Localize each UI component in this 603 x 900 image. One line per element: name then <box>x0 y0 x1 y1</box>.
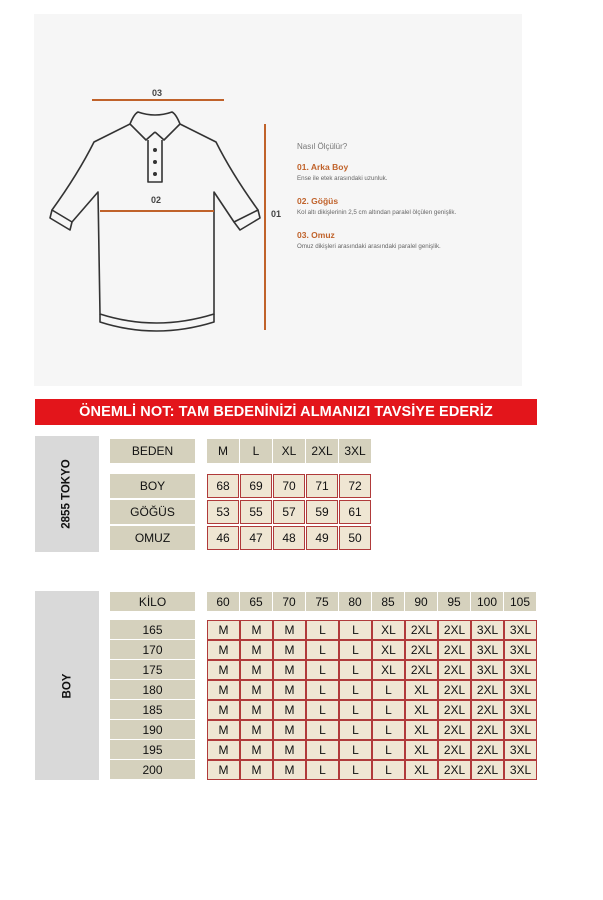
recommended-size-cell: M <box>207 620 240 640</box>
measurement-value-cell: 69 <box>240 474 272 498</box>
recommended-size-cell: L <box>339 680 372 700</box>
recommended-size-cell: M <box>207 720 240 740</box>
recommended-size-cell: 2XL <box>471 720 504 740</box>
measure-item-back-length <box>297 162 517 182</box>
weight-column-header: 105 <box>504 592 536 611</box>
how-to-measure <box>297 142 517 260</box>
recommended-size-cell: 2XL <box>471 760 504 780</box>
recommended-size-cell: L <box>372 720 405 740</box>
recommended-size-cell: 3XL <box>504 620 537 640</box>
recommended-size-cell: XL <box>405 700 438 720</box>
weight-table-side-label <box>35 591 99 780</box>
weight-column-header: 75 <box>306 592 338 611</box>
recommended-size-cell: M <box>207 660 240 680</box>
measurement-value-cell: 72 <box>339 474 371 498</box>
measurement-diagram <box>34 14 522 386</box>
recommended-size-cell: L <box>339 640 372 660</box>
size-table-header-label: BEDEN <box>110 439 195 463</box>
measure-item-heading: 02. Göğüs <box>297 196 339 206</box>
recommended-size-cell: XL <box>405 740 438 760</box>
recommended-size-cell: 2XL <box>471 740 504 760</box>
recommended-size-cell: XL <box>372 640 405 660</box>
recommended-size-cell: 3XL <box>504 700 537 720</box>
recommended-size-cell: 3XL <box>471 620 504 640</box>
recommended-size-cell: 2XL <box>438 700 471 720</box>
recommended-size-cell: M <box>273 700 306 720</box>
recommended-size-cell: M <box>273 680 306 700</box>
recommended-size-cell: L <box>372 680 405 700</box>
measurement-value-cell: 50 <box>339 526 371 550</box>
recommended-size-cell: XL <box>372 620 405 640</box>
important-note-banner: ÖNEMLİ NOT: TAM BEDENİNİZİ ALMANIZI TAVSİYE EDERİZ <box>35 399 537 425</box>
weight-column-header: 65 <box>240 592 272 611</box>
recommended-size-cell: 2XL <box>438 620 471 640</box>
measurement-row-label: BOY <box>110 474 195 498</box>
measurement-value-cell: 53 <box>207 500 239 524</box>
recommended-size-cell: M <box>273 660 306 680</box>
size-column-header: 3XL <box>339 439 371 463</box>
recommended-size-cell: M <box>240 660 273 680</box>
recommended-size-cell: 3XL <box>504 760 537 780</box>
recommended-size-cell: XL <box>372 660 405 680</box>
recommended-size-cell: L <box>372 700 405 720</box>
measurement-value-cell: 48 <box>273 526 305 550</box>
measurement-value-cell: 47 <box>240 526 272 550</box>
recommended-size-cell: 3XL <box>504 720 537 740</box>
recommended-size-cell: XL <box>405 680 438 700</box>
recommended-size-cell: M <box>240 640 273 660</box>
measure-item-description: Ense ile etek arasındaki uzunluk. <box>297 175 388 182</box>
measurement-value-cell: 55 <box>240 500 272 524</box>
measure-item-chest <box>297 196 517 216</box>
dimension-label-02: 02 <box>151 195 162 205</box>
measure-item-heading: 01. Arka Boy <box>297 162 349 172</box>
model-name: 2855 TOKYO <box>61 459 73 529</box>
weight-column-header: 85 <box>372 592 404 611</box>
measure-item-heading: 03. Omuz <box>297 230 335 240</box>
height-row-label: 195 <box>110 740 195 759</box>
size-column-header: XL <box>273 439 305 463</box>
weight-column-header: 95 <box>438 592 470 611</box>
recommended-size-cell: M <box>240 700 273 720</box>
recommended-size-cell: M <box>240 720 273 740</box>
recommended-size-cell: L <box>306 760 339 780</box>
size-column-header: L <box>240 439 272 463</box>
recommended-size-cell: M <box>273 620 306 640</box>
recommended-size-cell: 3XL <box>471 640 504 660</box>
recommended-size-cell: 2XL <box>405 640 438 660</box>
recommended-size-cell: 2XL <box>438 640 471 660</box>
recommended-size-cell: M <box>207 760 240 780</box>
recommended-size-cell: 3XL <box>504 640 537 660</box>
height-row-label: 165 <box>110 620 195 639</box>
recommended-size-cell: 3XL <box>504 680 537 700</box>
measure-item-description: Kol altı dikişlerinin 2,5 cm altından paralel ölçülen genişlik. <box>297 209 457 216</box>
height-row-label: 190 <box>110 720 195 739</box>
recommended-size-cell: M <box>240 760 273 780</box>
dimension-label-01: 01 <box>271 209 282 219</box>
recommended-size-cell: L <box>306 740 339 760</box>
recommended-size-cell: 2XL <box>438 760 471 780</box>
recommended-size-cell: M <box>273 720 306 740</box>
recommended-size-cell: XL <box>405 760 438 780</box>
recommended-size-cell: M <box>273 740 306 760</box>
recommended-size-cell: 2XL <box>471 680 504 700</box>
measurement-value-cell: 68 <box>207 474 239 498</box>
height-row-label: 175 <box>110 660 195 679</box>
recommended-size-cell: 2XL <box>405 620 438 640</box>
height-row-label: 185 <box>110 700 195 719</box>
recommended-size-cell: L <box>306 700 339 720</box>
recommended-size-cell: L <box>306 660 339 680</box>
recommended-size-cell: 2XL <box>438 660 471 680</box>
recommended-size-cell: L <box>372 740 405 760</box>
measurement-value-cell: 71 <box>306 474 338 498</box>
recommended-size-cell: M <box>207 680 240 700</box>
recommended-size-cell: 3XL <box>504 660 537 680</box>
measure-item-shoulder <box>297 230 517 250</box>
height-axis-label: BOY <box>60 673 73 698</box>
measurement-value-cell: 57 <box>273 500 305 524</box>
recommended-size-cell: L <box>339 700 372 720</box>
recommended-size-cell: L <box>339 740 372 760</box>
recommended-size-cell: L <box>339 760 372 780</box>
measurement-value-cell: 61 <box>339 500 371 524</box>
measurement-value-cell: 46 <box>207 526 239 550</box>
height-row-label: 180 <box>110 680 195 699</box>
size-table-side-label <box>35 436 99 552</box>
recommended-size-cell: L <box>306 720 339 740</box>
recommended-size-cell: M <box>240 620 273 640</box>
measurement-value-cell: 59 <box>306 500 338 524</box>
recommended-size-cell: M <box>273 760 306 780</box>
measurement-row-label: GÖĞÜS <box>110 500 195 524</box>
recommended-size-cell: M <box>207 740 240 760</box>
recommended-size-cell: L <box>306 680 339 700</box>
recommended-size-cell: L <box>372 760 405 780</box>
recommended-size-cell: M <box>273 640 306 660</box>
size-column-header: M <box>207 439 239 463</box>
dimension-label-03: 03 <box>152 88 163 98</box>
recommended-size-cell: M <box>207 640 240 660</box>
measurement-value-cell: 49 <box>306 526 338 550</box>
recommended-size-cell: 2XL <box>438 720 471 740</box>
recommended-size-cell: 2XL <box>438 680 471 700</box>
how-to-measure-title: Nasıl Ölçülür? <box>297 142 348 151</box>
recommended-size-cell: M <box>207 700 240 720</box>
recommended-size-cell: L <box>306 640 339 660</box>
recommended-size-cell: 3XL <box>504 740 537 760</box>
measure-item-description: Omuz dikişleri arasındaki arasındaki paralel genişlik. <box>297 243 441 250</box>
height-row-label: 170 <box>110 640 195 659</box>
weight-column-header: 90 <box>405 592 437 611</box>
recommended-size-cell: L <box>339 620 372 640</box>
recommended-size-cell: 2XL <box>405 660 438 680</box>
recommended-size-cell: L <box>339 660 372 680</box>
recommended-size-cell: 3XL <box>471 660 504 680</box>
weight-column-header: 60 <box>207 592 239 611</box>
recommended-size-cell: XL <box>405 720 438 740</box>
measurement-row-label: OMUZ <box>110 526 195 550</box>
recommended-size-cell: L <box>339 720 372 740</box>
weight-column-header: 100 <box>471 592 503 611</box>
recommended-size-cell: M <box>240 740 273 760</box>
recommended-size-cell: 2XL <box>438 740 471 760</box>
recommended-size-cell: L <box>306 620 339 640</box>
recommended-size-cell: M <box>240 680 273 700</box>
weight-table-header-label: KİLO <box>110 592 195 611</box>
height-row-label: 200 <box>110 760 195 779</box>
recommended-size-cell: 2XL <box>471 700 504 720</box>
measurement-value-cell: 70 <box>273 474 305 498</box>
weight-column-header: 80 <box>339 592 371 611</box>
size-column-header: 2XL <box>306 439 338 463</box>
weight-column-header: 70 <box>273 592 305 611</box>
